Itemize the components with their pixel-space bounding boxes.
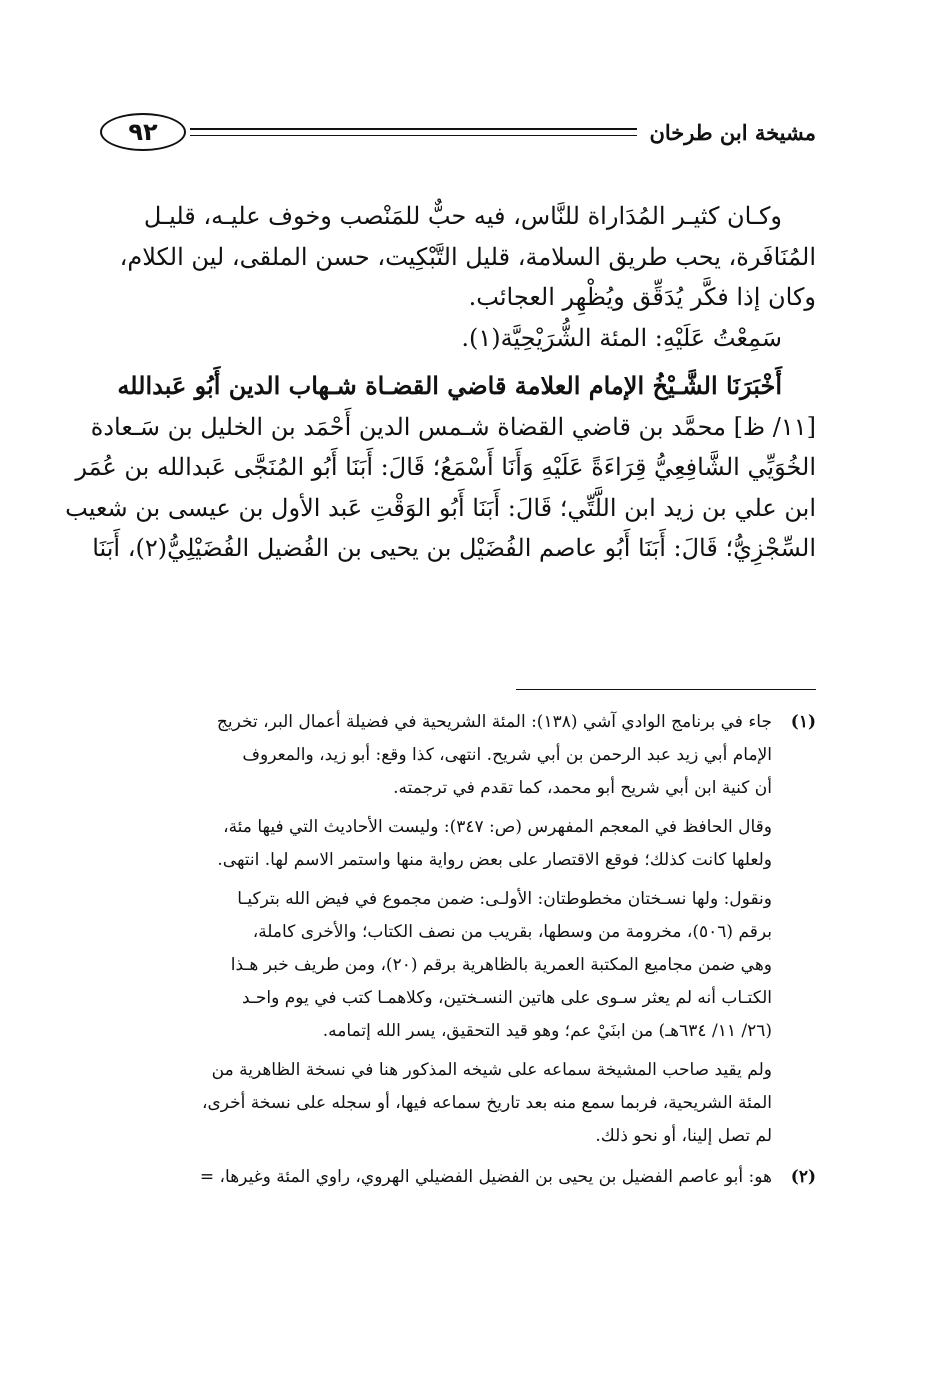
paragraph-heard (100, 318, 816, 359)
footnote-number: (١) (790, 712, 816, 732)
paragraph-description (100, 196, 816, 318)
footnote-line: (٢٦/ ١١/ ٦٣٤هـ) من ابنَيْ عم؛ وهو قيد التحقيق، يسر الله إتمامه. (322, 1021, 772, 1041)
footnote-line: ولم يقيد صاحب المشيخة سماعه على شيخه المذكور هنا في نسخة الظاهرية من (211, 1060, 772, 1080)
text-line: سَمِعْتُ عَلَيْهِ: المئة الشُّرَيْحِيَّة(١). (461, 323, 782, 352)
main-text (65, 196, 816, 569)
header-rule (190, 128, 637, 136)
footnote-line: وقال الحافظ في المعجم المفهرس (ص: ٣٤٧): وليست الأحاديث التي فيها مئة، (223, 817, 772, 837)
paragraph-isnad (65, 366, 816, 569)
footnote-line: برقم (٥٠٦)، مخرومة من وسطها، بقريب من نصف الكتاب؛ والأخرى كاملة، (252, 922, 772, 942)
text-line: أَخْبَرَنَا الشَّـيْخُ الإمام العلامة قاضي القضـاة شـهاب الدين أَبُو عَبدالله (117, 371, 782, 400)
footnote-line: ولعلها كانت كذلك؛ فوقع الاقتصار على بعض رواية منها واستمر الاسم لها. انتهى. (217, 850, 772, 870)
footnote-body (100, 706, 772, 1159)
page-number: ٩٢ (100, 113, 186, 151)
running-title: مشيخة ابن طرخان (649, 119, 816, 145)
footnote-line: ونقول: ولها نسـختان مخطوطتان: الأولـى: ضمن مجموع في فيض الله بتركيـا (237, 889, 772, 909)
page-header (100, 108, 816, 156)
text-line: الخُوَيِّي الشَّافِعِيُّ قِرَاءَةً عَلَيْهِ وَأَنَا أَسْمَعُ؛ قَالَ: أَبَنَا أَبُو المُنَجَّى عَبدالله بن عُمَر (75, 453, 816, 481)
footnote-line: المئة الشريحية، فربما سمع منه بعد تاريخ سماعه فيها، أو سجله على نسخة أخرى، (202, 1093, 772, 1113)
text-line: [١١/ ظ] محمَّد بن قاضي القضاة شـمس الدين أَحْمَد بن الخليل بن سَـعادة (90, 412, 816, 441)
footnote-separator (516, 689, 816, 690)
footnote-line: جاء في برنامج الوادي آشي (١٣٨): المئة الشريحية في فضيلة أعمال البر، تخريج (216, 712, 772, 732)
footnote-line: الإمام أبي زيد عبد الرحمن بن أبي شريح. انتهى، كذا وقع: أبو زيد، والمعروف (242, 745, 772, 765)
footnote-line: الكتـاب أنه لم يعثر سـوى على هاتين النسـختين، وكلاهمـا كتب في يوم واحـد (242, 988, 772, 1008)
footnote-number: (٢) (790, 1167, 816, 1187)
text-line: المُنَافَرة، يحب طريق السلامة، قليل التَّبْكِيت، حسن الملقى، لين الكلام، (119, 242, 816, 271)
footnote-line: لم تصل إلينا، أو نحو ذلك. (595, 1126, 772, 1146)
footnote-1 (100, 706, 816, 1159)
footnote-paragraph (100, 1161, 772, 1194)
text-line: وكـان كثيـر المُدَاراة للنَّاس، فيه حبٌّ للمَنْصب وخوف عليـه، قليـل (143, 202, 782, 230)
footnote-paragraph (100, 1054, 772, 1153)
footnotes (100, 706, 816, 1196)
text-line: السِّجْزِيُّ؛ قَالَ: أَبَنَا أَبُو عاصم الفُضَيْل بن يحيى بن الفُضيل الفُضَيْلِيُّ(٢)، أَبَنَا (92, 534, 816, 562)
footnote-paragraph (100, 883, 772, 1048)
footnote-paragraph (100, 811, 772, 877)
footnote-line: هو: أبو عاصم الفضيل بن يحيى بن الفضيل الفضيلي الهروي، راوي المئة وغيرها، = (199, 1167, 772, 1187)
text-line: ابن علي بن زيد ابن اللَّتِّي؛ قَالَ: أَبَنَا أَبُو الوَقْتِ عَبد الأول بن عيسى بن شعيب (65, 493, 816, 522)
footnote-2 (100, 1161, 816, 1194)
footnote-line: وهي ضمن مجاميع المكتبة العمرية بالظاهرية برقم (٢٠)، ومن طريف خبر هـذا (230, 955, 772, 975)
footnote-line: أن كنية ابن أبي شريح أبو محمد، كما تقدم في ترجمته. (393, 778, 772, 798)
footnote-paragraph (100, 706, 772, 805)
text-line: وكان إذا فكَّر يُدَقِّق ويُظْهِر العجائب. (468, 283, 816, 311)
footnote-body (100, 1161, 772, 1194)
